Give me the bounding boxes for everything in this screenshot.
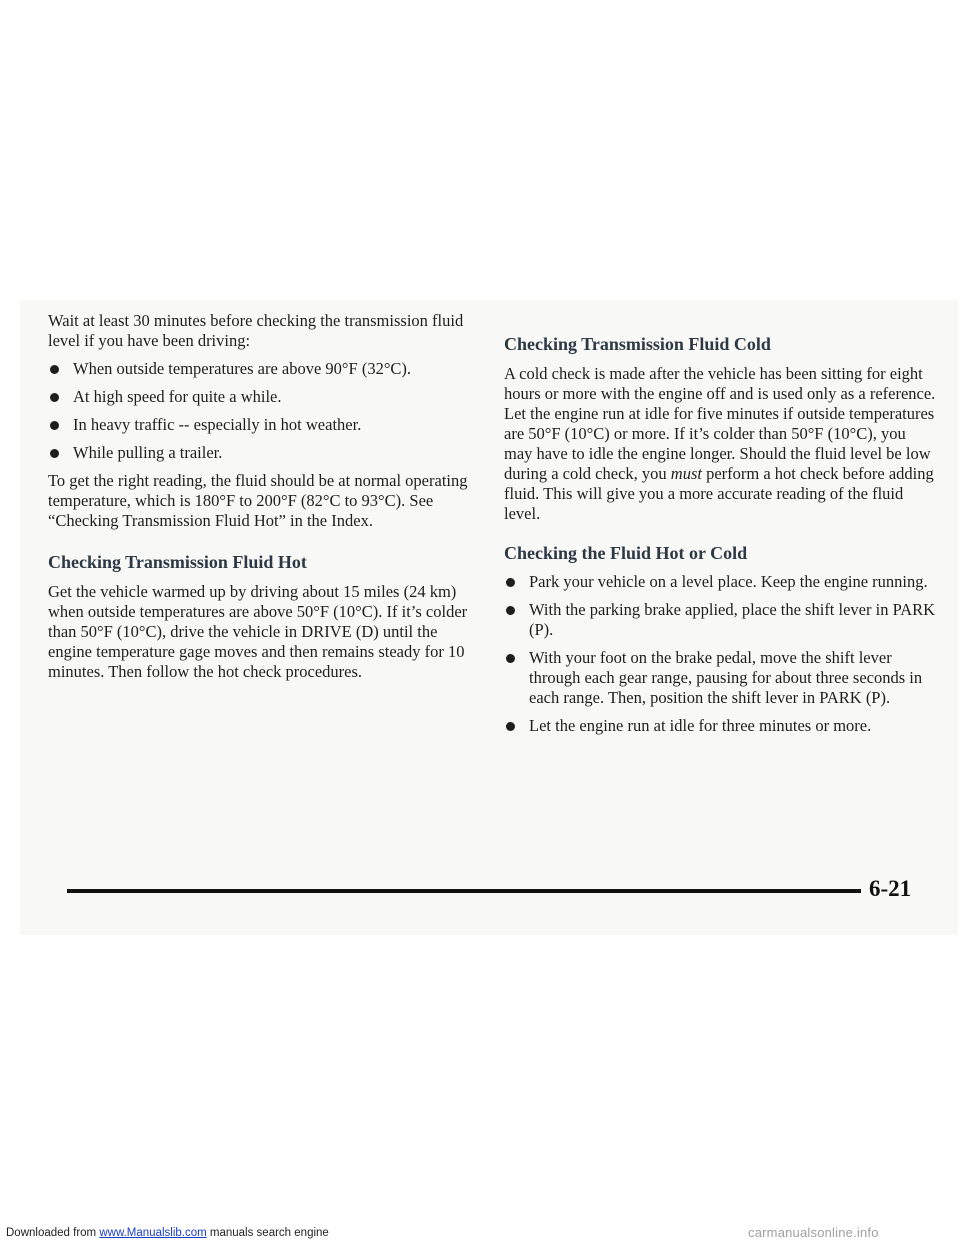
right-column xyxy=(504,333,936,744)
list-item-text: At high speed for quite a while. xyxy=(73,387,282,406)
bullet-icon xyxy=(506,606,515,615)
list-item xyxy=(504,716,936,736)
left-column xyxy=(48,311,480,690)
list-item-text: While pulling a trailer. xyxy=(73,443,223,462)
footer-prefix: Downloaded from xyxy=(6,1227,100,1239)
driving-conditions-list xyxy=(48,359,480,463)
list-item-text: With your foot on the brake pedal, move the shift lever through each gear range, pausing for about three seconds in each range. Then, position the shift lever in PARK (P). xyxy=(529,648,923,707)
watermark: carmanualsonline.info xyxy=(748,1225,879,1240)
list-item-text: When outside temperatures are above 90°F (32°C). xyxy=(73,359,412,378)
list-item xyxy=(504,600,936,640)
list-item-text: Park your vehicle on a level place. Keep the engine running. xyxy=(529,572,928,591)
procedure-list xyxy=(504,572,936,736)
cold-text-end: perform a hot check before adding fluid. This will give you a more accurate reading of the fluid level. xyxy=(504,464,934,523)
list-item-text: Let the engine run at idle for three minutes or more. xyxy=(529,716,872,735)
bullet-icon xyxy=(50,393,59,402)
reading-paragraph: To get the right reading, the fluid should be at normal operating temperature, which is 180°F to 200°F (82°C to 93°C). See “Checking Transmission Fluid Hot” in the Index. xyxy=(48,471,468,530)
manualslib-link[interactable]: www.Manualslib.com xyxy=(99,1227,207,1239)
list-item-text: In heavy traffic -- especially in hot weather. xyxy=(73,415,362,434)
list-item xyxy=(504,648,936,708)
bullet-icon xyxy=(50,449,59,458)
emphasis-must: must xyxy=(670,464,702,483)
hot-check-heading: Checking Transmission Fluid Hot xyxy=(48,552,307,572)
list-item-text: With the parking brake applied, place the shift lever in PARK (P). xyxy=(529,600,936,639)
manual-page xyxy=(20,300,958,935)
footer-rule xyxy=(67,889,861,893)
cold-check-heading: Checking Transmission Fluid Cold xyxy=(504,334,771,354)
bullet-icon xyxy=(50,365,59,374)
list-item xyxy=(48,415,480,435)
page-number: 6-21 xyxy=(869,876,912,901)
list-item xyxy=(504,572,936,592)
cold-check-paragraph xyxy=(504,364,936,524)
cold-text-start: A cold check is made after the vehicle has been sitting for eight hours or more with the engine off and is used only as a reference. Let the engine run at idle for five minutes if outside temperatures are 50°F (10°C) or more. If it’s colder than 50°F (10°C), you may have to idle the engine longer. Should the fluid level be low during a cold check, you xyxy=(504,364,936,483)
intro-paragraph: Wait at least 30 minutes before checking the transmission fluid level if you have been driving: xyxy=(48,311,464,350)
bullet-icon xyxy=(50,421,59,430)
bullet-icon xyxy=(506,722,515,731)
hot-check-paragraph: Get the vehicle warmed up by driving about 15 miles (24 km) when outside temperatures are above 50°F (10°C). If it’s colder than 50°F (10°C), drive the vehicle in DRIVE (D) until the engine temperature gage moves and then remains steady for 10 minutes. Then follow the hot check procedures. xyxy=(48,582,468,681)
download-footer xyxy=(6,1226,329,1240)
bullet-icon xyxy=(506,654,515,663)
footer-suffix: manuals search engine xyxy=(206,1227,329,1239)
list-item xyxy=(48,443,480,463)
list-item xyxy=(48,359,480,379)
bullet-icon xyxy=(506,578,515,587)
hot-or-cold-heading: Checking the Fluid Hot or Cold xyxy=(504,543,748,563)
list-item xyxy=(48,387,480,407)
